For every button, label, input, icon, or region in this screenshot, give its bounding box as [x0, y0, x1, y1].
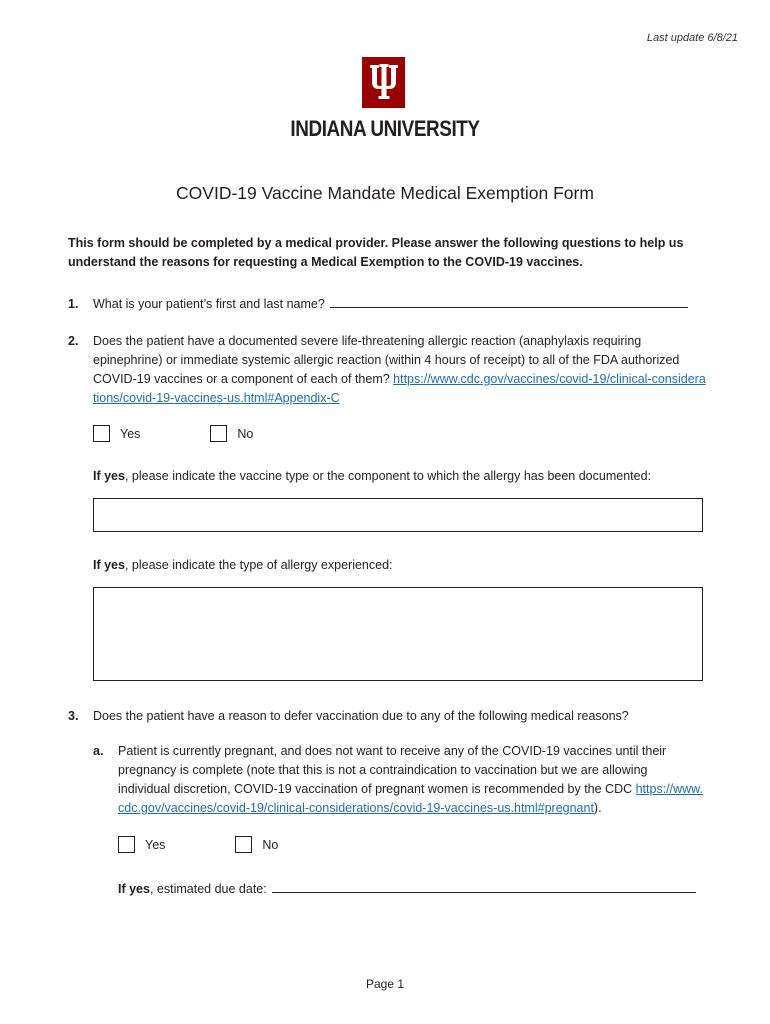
label-rest: , estimated due date:: [149, 882, 267, 896]
due-date-row: [118, 880, 696, 896]
label-rest: , please indicate the type of allergy experienced:: [124, 558, 393, 572]
q3a-options: [118, 836, 348, 853]
q2-no-checkbox[interactable]: [210, 425, 227, 442]
q2-yes-label: Yes: [120, 426, 141, 441]
q2-followup-2-label: [93, 558, 393, 572]
iu-trident-logo: [362, 57, 405, 108]
q2-yes-checkbox[interactable]: [93, 425, 110, 442]
trident-icon: [369, 64, 399, 102]
allergy-type-textbox[interactable]: [93, 587, 703, 681]
label-rest: , please indicate the vaccine type or the component to which the allergy has been documented:: [124, 469, 651, 483]
patient-name-field[interactable]: [330, 295, 688, 308]
question-number: 3.: [68, 709, 79, 723]
cdc-appendix-c-link[interactable]: https://www.cdc.gov/vaccines/covid-19/clinical-considerations/covid-19-vaccines-us.html#Appendix-C: [93, 372, 706, 405]
q2-no-label: No: [237, 426, 254, 441]
last-update-date: Last update 6/8/21: [646, 32, 738, 44]
cdc-pregnant-link[interactable]: https://www.cdc.gov/vaccines/covid-19/clinical-considerations/covid-19-vaccines-us.html#pregnant: [118, 782, 703, 815]
q3a-no-checkbox[interactable]: [235, 836, 252, 853]
q3a-yes-checkbox[interactable]: [118, 836, 135, 853]
q3a-no-label: No: [262, 837, 279, 852]
q2-options: [93, 425, 323, 442]
q3a-yes-label: Yes: [145, 837, 166, 852]
q2-followup-1-label: [93, 469, 651, 483]
question-text: What is your patient’s first and last name?: [93, 297, 325, 311]
question-number: 2.: [68, 334, 79, 348]
question-2: [68, 332, 718, 408]
university-wordmark: INDIANA UNIVERSITY: [290, 116, 480, 141]
question-1: [68, 295, 718, 314]
question-number: 1.: [68, 297, 79, 311]
question-text: Does the patient have a reason to defer vaccination due to any of the following medical reasons?: [93, 709, 629, 723]
vaccine-component-textbox[interactable]: [93, 498, 703, 532]
question-3a: [93, 742, 713, 818]
label-bold: If yes: [93, 469, 125, 483]
sub-question-text-end: ).: [593, 801, 602, 815]
label-bold: If yes: [118, 882, 150, 896]
sub-question-letter: a.: [93, 744, 104, 758]
form-intro: This form should be completed by a medical provider. Please answer the following questions to help us understand the reasons for requesting a Medical Exemption to the COVID-19 vaccines.: [68, 236, 684, 269]
form-title: COVID-19 Vaccine Mandate Medical Exemption Form: [176, 183, 594, 203]
question-text: Does the patient have a documented severe life-threatening allergic reaction (anaphylaxis requiring epinephrine) or immediate systemic allergic reaction (within 4 hours of receipt) to all of the FDA authorized COVID-19 vaccines or a component of each of them?: [93, 334, 680, 386]
label-bold: If yes: [93, 558, 125, 572]
question-3: [68, 707, 718, 726]
page-number: Page 1: [365, 977, 405, 991]
due-date-field[interactable]: [272, 880, 696, 893]
sub-question-text: Patient is currently pregnant, and does not want to receive any of the COVID-19 vaccines until their pregnancy is complete (note that this is not a contraindication to vaccination but we are allowing individual discretion, COVID-19 vaccination of pregnant women is recommended by the CDC: [118, 744, 667, 796]
